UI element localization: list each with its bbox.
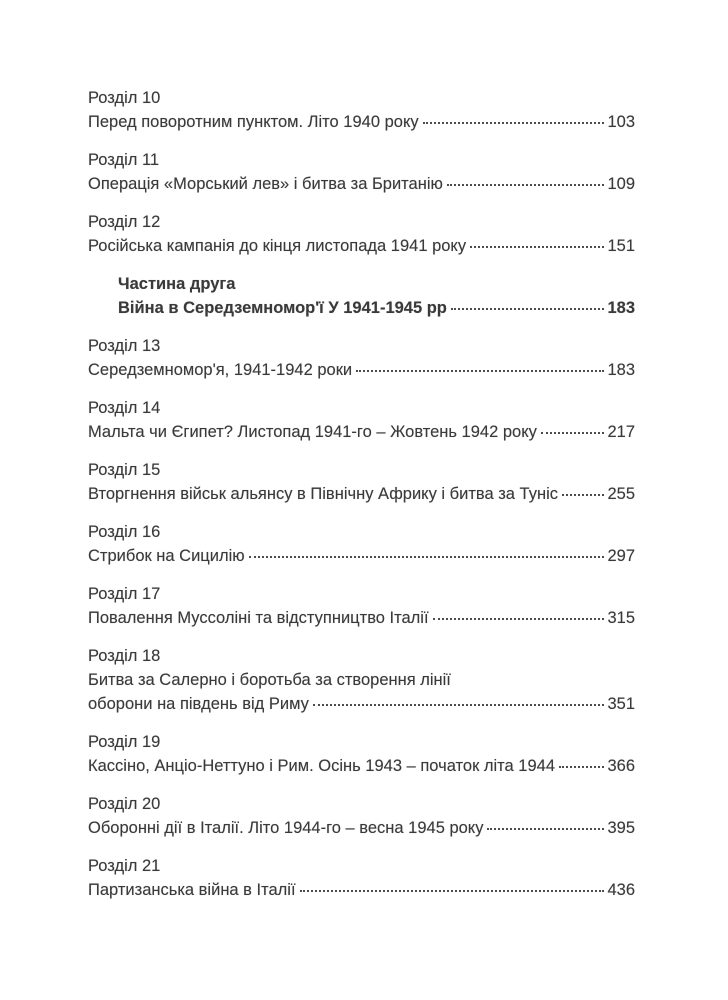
entry-title: Операція «Морський лев» і битва за Британію <box>88 175 443 193</box>
chapter-label: Розділ 15 <box>88 461 161 479</box>
dot-leader <box>313 704 605 706</box>
chapter-label: Розділ 17 <box>88 585 161 603</box>
dot-leader <box>451 308 605 310</box>
entry-title: оборони на південь від Риму <box>88 695 309 713</box>
dot-leader <box>562 494 604 496</box>
entry-title-line <box>118 296 635 320</box>
page-number: 297 <box>607 547 635 565</box>
chapter-label: Розділ 10 <box>88 89 161 107</box>
entry-title: Стрибок на Сицилію <box>88 547 245 565</box>
entry-title: Російська кампанія до кінця листопада 1941 року <box>88 237 467 255</box>
entry-title: Мальта чи Єгипет? Листопад 1941-го – Жовтень 1942 року <box>88 423 537 441</box>
chapter-label: Розділ 21 <box>88 857 161 875</box>
toc-entry <box>88 210 635 258</box>
entry-title: Партизанська війна в Італії <box>88 881 296 899</box>
toc-entry <box>88 854 635 902</box>
toc-entry <box>88 730 635 778</box>
dot-leader <box>300 890 605 892</box>
toc-entry <box>88 86 635 134</box>
dot-leader <box>423 122 605 124</box>
chapter-label: Розділ 16 <box>88 523 161 541</box>
page-number: 351 <box>607 695 635 713</box>
entry-title-line <box>88 172 635 196</box>
toc-entry <box>88 396 635 444</box>
entry-title-line <box>88 420 635 444</box>
entry-title-line <box>88 606 635 630</box>
entry-title-line <box>88 754 635 778</box>
page-number: 183 <box>607 299 635 317</box>
entry-title-line <box>88 234 635 258</box>
dot-leader <box>541 432 605 434</box>
entry-title-line <box>88 482 635 506</box>
entry-title: Кассіно, Анціо-Неттуно і Рим. Осінь 1943 – початок літа 1944 <box>88 757 556 775</box>
entry-title: Битва за Салерно і боротьба за створення лінії <box>88 671 451 689</box>
chapter-label: Розділ 14 <box>88 399 161 417</box>
entry-title: Вторгнення військ альянсу в Північну Африку і битва за Туніс <box>88 485 558 503</box>
toc-entry <box>88 792 635 840</box>
entry-title-line <box>88 692 635 716</box>
chapter-label: Розділ 11 <box>88 151 160 169</box>
dot-leader <box>433 618 605 620</box>
page-number: 255 <box>607 485 635 503</box>
entry-title-line <box>88 878 635 902</box>
page-number: 217 <box>607 423 635 441</box>
toc-entry <box>88 644 635 716</box>
chapter-label: Розділ 19 <box>88 733 161 751</box>
page-number: 436 <box>607 881 635 899</box>
page-number: 183 <box>607 361 635 379</box>
chapter-label: Розділ 12 <box>88 213 161 231</box>
chapter-label: Розділ 13 <box>88 337 161 355</box>
page-number: 109 <box>607 175 635 193</box>
toc-entry <box>88 520 635 568</box>
toc-entry <box>88 458 635 506</box>
entry-title: Повалення Муссоліні та відступництво Італії <box>88 609 429 627</box>
dot-leader <box>356 370 604 372</box>
page-number: 366 <box>607 757 635 775</box>
entry-title: Середземномор'я, 1941-1942 роки <box>88 361 353 379</box>
entry-title-line <box>88 110 635 134</box>
chapter-label: Розділ 18 <box>88 647 161 665</box>
entry-title-line <box>88 358 635 382</box>
entry-title: Оборонні дії в Італії. Літо 1944-го – весна 1945 року <box>88 819 484 837</box>
entry-title-line <box>88 816 635 840</box>
entry-title: Перед поворотним пунктом. Літо 1940 року <box>88 113 419 131</box>
entry-title-line <box>88 668 635 692</box>
dot-leader <box>470 246 604 248</box>
toc-entry <box>88 582 635 630</box>
page-number: 395 <box>607 819 635 837</box>
dot-leader <box>249 556 605 558</box>
part-label: Частина друга <box>118 275 236 293</box>
page-number: 315 <box>607 609 635 627</box>
toc-entry <box>88 148 635 196</box>
toc-entry <box>88 334 635 382</box>
entry-title-line <box>88 544 635 568</box>
dot-leader <box>447 184 605 186</box>
page-number: 151 <box>607 237 635 255</box>
dot-leader <box>559 766 604 768</box>
toc-part-heading <box>88 272 635 320</box>
chapter-label: Розділ 20 <box>88 795 161 813</box>
page-number: 103 <box>607 113 635 131</box>
dot-leader <box>487 828 604 830</box>
entry-title: Війна в Середземномор'ї У 1941-1945 рр <box>118 299 447 317</box>
